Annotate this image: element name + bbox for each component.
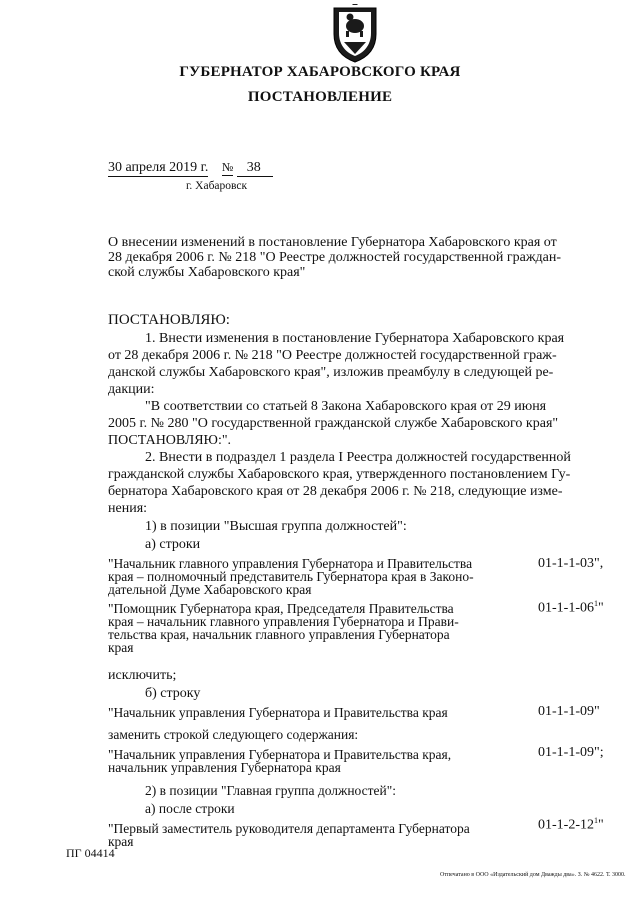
item-1b: б) строку [145,686,201,701]
table-row-text: тельства края, начальник главного управления Губернатора [108,627,450,642]
paragraph-1-line: от 28 декабря 2006 г. № 218 "О Реестре должностей государственной граж- [108,348,557,363]
document-number: 38 [237,160,273,177]
quote-line: ПОСТАНОВЛЯЮ:". [108,433,232,448]
decree-word: ПОСТАНОВЛЯЮ: [108,312,230,328]
paragraph-2-line: бернатора Хабаровского края от 28 декабря 2006 г. № 218, следующие изме- [108,484,563,499]
paragraph-2-line: 2. Внести в подраздел 1 раздела I Реестра должностей государственной [145,450,571,465]
table-row-text: дательной Думе Хабаровского края [108,582,312,597]
issuer-title: ГУБЕРНАТОР ХАБАРОВСКОГО КРАЯ [179,64,461,80]
table-row-text: "Начальник управления Губернатора и Правительства края, [108,747,452,762]
paragraph-2-line: нения: [108,501,148,516]
form-identifier: ПГ 04414 [66,846,115,860]
row-code-quote: " [598,600,604,616]
replace-text: заменить строкой следующего содержания: [108,727,359,742]
row-code-superscript: 1 [594,599,598,608]
row-code-superscript: 1 [594,816,598,825]
table-row-text: края – полномочный представитель Губернатора края в Законо- [108,569,474,584]
table-row-text: края – начальник главного управления Губернатора и Прави- [108,614,459,629]
date-number-line [108,160,273,176]
row-code-quote: " [598,817,604,833]
quote-line: "В соответствии со статьей 8 Закона Хабаровского края от 29 июня [145,399,547,414]
item-1: 1) в позиции "Высшая группа должностей": [145,519,407,534]
printer-imprint: Отпечатано в ООО «Издательский дом Дважды два». З. № 4622. Т. 3000. [440,872,626,878]
item-1a: а) строки [145,537,201,552]
document-date: 30 апреля 2019 г. [108,160,209,175]
coat-of-arms-emblem [330,4,380,64]
row-code [538,816,604,834]
row-code: 01-1-1-09"; [538,745,604,760]
number-label: № [221,160,234,174]
table-row-text: "Начальник главного управления Губернатора и Правительства [108,556,473,571]
table-row-text: края [108,640,134,655]
row-code-main: 01-1-1-06 [538,600,594,616]
row-code: 01-1-1-09" [538,704,600,719]
row-code [538,599,604,617]
paragraph-1-line: дакции: [108,382,155,397]
row-code-main: 01-1-2-12 [538,817,594,833]
subject-line: О внесении изменений в постановление Губернатора Хабаровского края от [108,235,557,250]
table-row-text: начальник управления Губернатора края [108,760,341,775]
table-row-text: края [108,834,134,849]
document-type: ПОСТАНОВЛЕНИЕ [247,89,393,105]
city: г. Хабаровск [186,180,248,192]
table-row-text: "Начальник управления Губернатора и Правительства края [108,705,448,720]
paragraph-2-line: гражданской службы Хабаровского края, утвержденного постановлением Гу- [108,467,571,482]
paragraph-1-line: данской службы Хабаровского края", изложив преамбулу в следующей ре- [108,365,554,380]
quote-line: 2005 г. № 280 "О государственной гражданской службе Хабаровского края" [108,416,559,431]
row-code: 01-1-1-03", [538,556,604,571]
exclude-text: исключить; [108,668,177,683]
subject-line: 28 декабря 2006 г. № 218 "О Реестре должностей государственной граждан- [108,250,562,265]
paragraph-1-line: 1. Внести изменения в постановление Губернатора Хабаровского края [145,331,565,346]
item-2a: а) после строки [145,801,235,816]
item-2: 2) в позиции "Главная группа должностей": [145,783,397,798]
subject-line: ской службы Хабаровского края" [108,265,306,280]
table-row-text: "Первый заместитель руководителя департамента Губернатора [108,821,470,836]
table-row-text: "Помощник Губернатора края, Председателя Правительства [108,601,454,616]
